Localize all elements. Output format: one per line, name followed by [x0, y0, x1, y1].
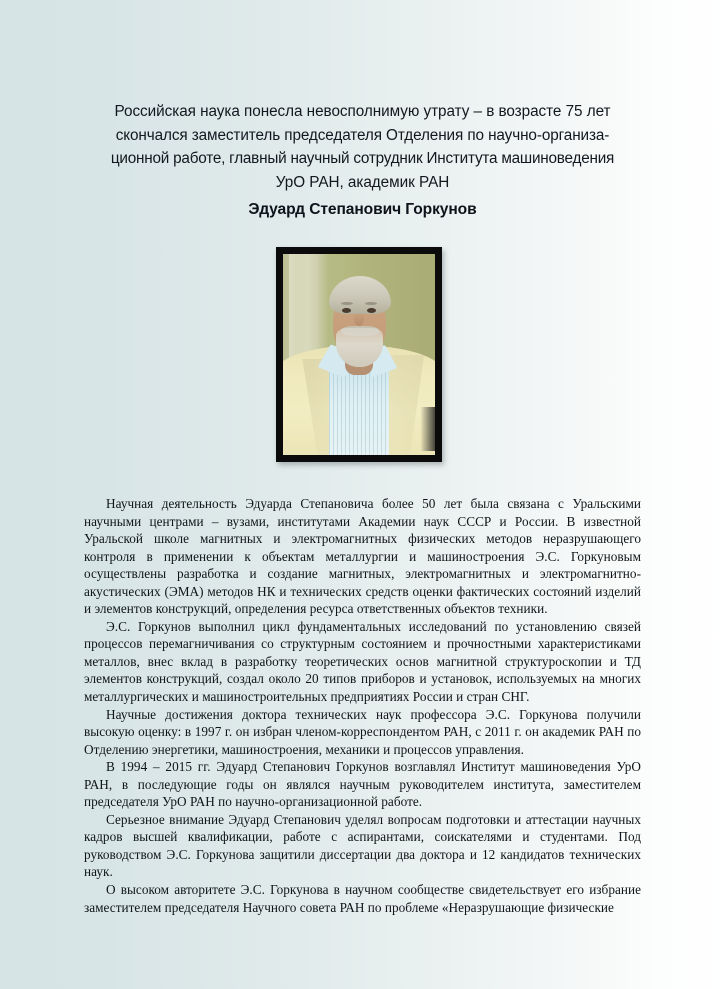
- header-block: [84, 100, 641, 194]
- header-line-1: Российская наука понесла невосполнимую утрату – в возрасте 75 лет: [114, 103, 611, 120]
- photo-dark-edge: [421, 407, 435, 451]
- paragraph-1: Научная деятельность Эдуарда Степановича более 50 лет была связана с Уральскими научными центрами – вузами, институтами Академии наук СССР и России. В известной Уральской школе магнитных и электромагнитных физических методов неразрушающего контроля в применении к объектам металлургии и машиностроения Э.С. Горкуновым осуществлены разработка и создание магнитных, электромагнитных и электромагнитно-акустических (ЭМА) методов НК и технических средств оценки фактических состояний изделий и элементов конструкций, определения ресурса ответственных объектов техники.: [84, 496, 641, 617]
- header-line-2: скончался заместитель председателя Отделения по научно-организа-: [115, 126, 610, 144]
- header-line-3: ционной работе, главный научный сотрудник Института машиноведения: [110, 150, 615, 167]
- paragraph-4: В 1994 – 2015 гг. Эдуард Степанович Горкунов возглавлял Институт машиноведения УрО РАН, в последующие годы он являлся научным руководителем института, заместителем председателя УрО РАН по научно-организационной работе.: [84, 759, 641, 810]
- header-line-4: УрО РАН, академик РАН: [275, 173, 450, 191]
- paragraph-6: О высоком авторитете Э.С. Горкунова в научном сообществе свидетельствует его избрание заместителем председателя Научного совета РАН по проблеме «Неразрушающие физические: [84, 882, 641, 915]
- photo-shirt: [329, 367, 390, 455]
- paragraph-2: Э.С. Горкунов выполнил цикл фундаментальных исследований по установлению связей процессов перемагничивания со структурным состоянием и прочностными характеристиками металлов, внес вклад в разработку теоретических основ магнитной структуроскопии и ТД элементов конструкций, создал около 20 типов приборов и установок, используемых на многих металлургических и машиностроительных предприятиях России и стран СНГ.: [84, 618, 641, 705]
- portrait-photo: [283, 254, 435, 455]
- page-title: Эдуард Степанович Горкунов: [248, 201, 477, 218]
- paragraph-5: Серьезное внимание Эдуард Степанович уделял вопросам подготовки и аттестации научных кадров высшей квалификации, работе с аспирантами, соискателями и студентами. Под руководством Э.С. Горкунова защитили диссертации два доктора и 12 кандидатов технических наук.: [84, 811, 641, 880]
- portrait-photo-frame: [276, 247, 442, 462]
- body-text: [84, 495, 641, 916]
- photo-eye-right: [367, 308, 376, 313]
- paragraph-3: Научные достижения доктора технических наук профессора Э.С. Горкунова получили высокую оценку: в 1997 г. он избран членом-корреспондентом РАН, с 2011 г. он академик РАН по Отделению энергетики, машиностроения, механики и процессов управления.: [84, 706, 641, 757]
